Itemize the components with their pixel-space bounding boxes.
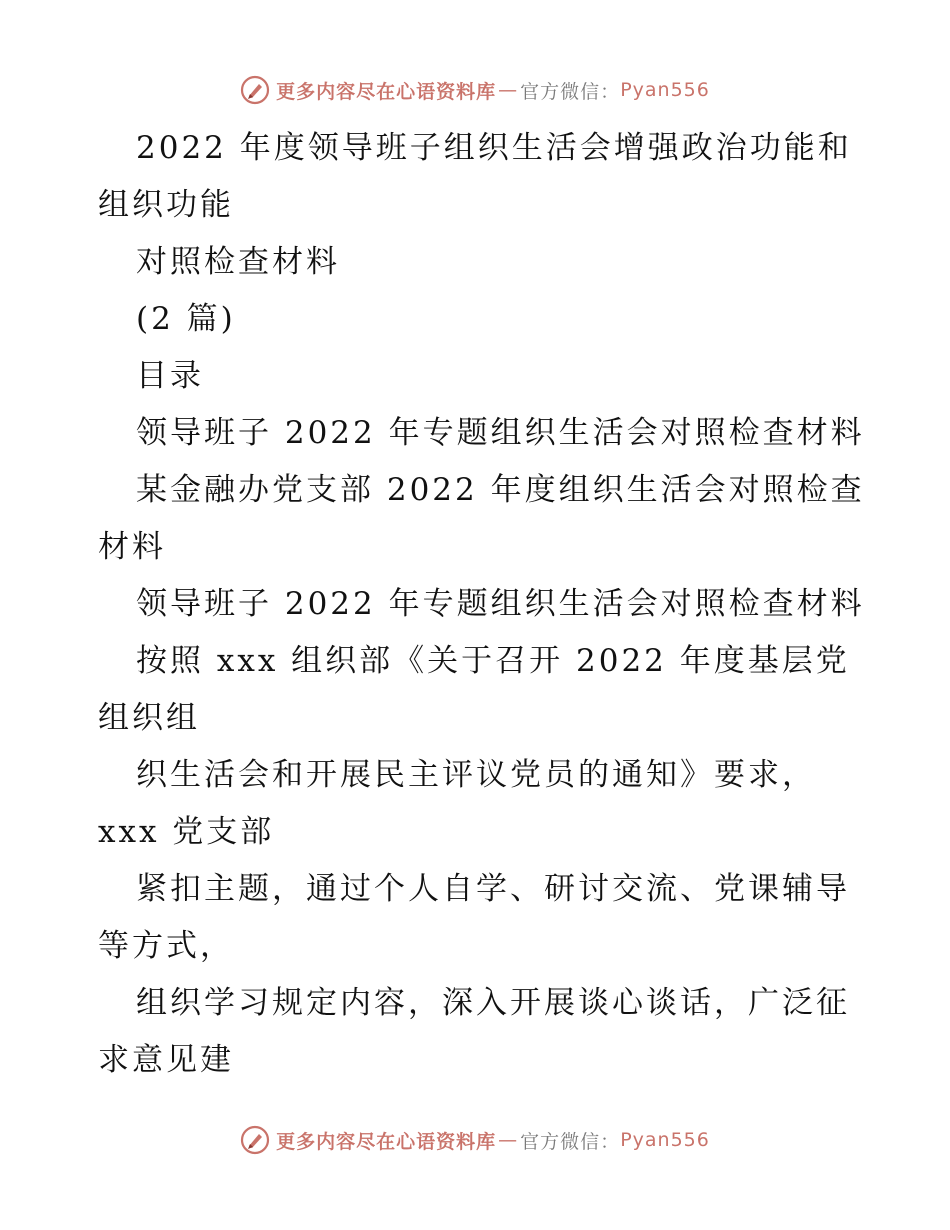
watermark-brand: 更多内容尽在心语资料库 xyxy=(276,1130,497,1153)
toc-item-2: 某金融办党支部 2022 年度组织生活会对照检查 xyxy=(136,472,865,508)
doc-subtitle: 对照检查材料 xyxy=(136,244,340,280)
paragraph-line: 组织组 xyxy=(98,700,200,736)
fountain-pen-logo-icon xyxy=(240,1125,270,1155)
paragraph-line: xxx 党支部 xyxy=(98,814,275,850)
document-body xyxy=(98,120,865,1089)
paragraph-line: 紧扣主题，通过个人自学、研讨交流、党课辅导 xyxy=(136,871,850,907)
watermark-official: 官方微信： xyxy=(520,80,621,103)
watermark-brand: 更多内容尽在心语资料库 xyxy=(276,80,497,103)
doc-title-line-2: 组织功能 xyxy=(98,187,234,223)
section-heading: 领导班子 2022 年专题组织生活会对照检查材料 xyxy=(136,586,865,622)
watermark-wechat-id: Pyan556 xyxy=(620,79,710,101)
paragraph-line: 织生活会和开展民主评议党员的通知》要求， xyxy=(136,757,816,793)
toc-item-2-cont: 材料 xyxy=(98,529,166,565)
watermark-wechat-id: Pyan556 xyxy=(620,1129,710,1151)
watermark-dash: — xyxy=(498,1129,519,1151)
paragraph-line: 求意见建 xyxy=(98,1042,234,1078)
doc-count: (2 篇) xyxy=(136,301,236,337)
watermark-official: 官方微信： xyxy=(520,1130,621,1153)
paragraph-line: 按照 xxx 组织部《关于召开 2022 年度基层党 xyxy=(136,643,850,679)
doc-title-line-1: 2022 年度领导班子组织生活会增强政治功能和 xyxy=(136,130,852,166)
fountain-pen-logo-icon xyxy=(240,75,270,105)
toc-item-1: 领导班子 2022 年专题组织生活会对照检查材料 xyxy=(136,415,865,451)
paragraph-line: 组织学习规定内容，深入开展谈心谈话，广泛征 xyxy=(136,985,850,1021)
watermark-dash: — xyxy=(498,79,519,101)
header-watermark xyxy=(0,72,950,108)
footer-watermark xyxy=(0,1122,950,1158)
paragraph-line: 等方式， xyxy=(98,928,234,964)
toc-heading: 目录 xyxy=(136,358,204,394)
